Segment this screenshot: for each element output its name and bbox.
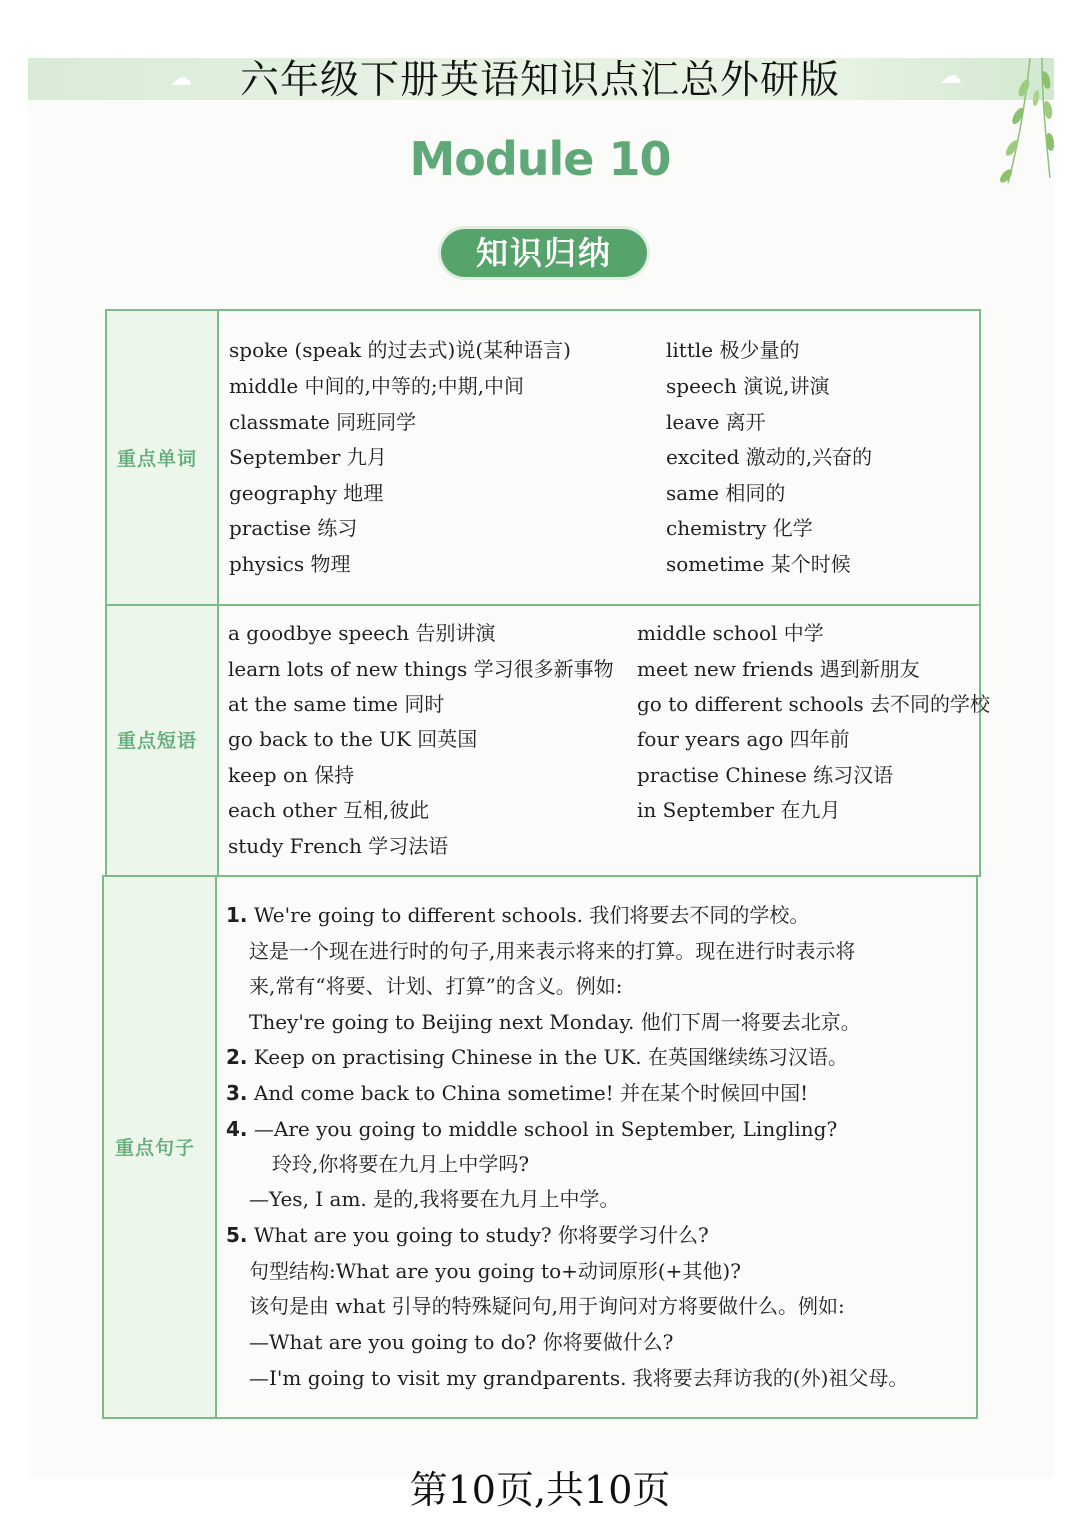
words-section-label: 重点单词: [117, 448, 198, 470]
sentence-text: —Are you going to middle school in September, Lingling?: [253, 1117, 838, 1141]
sentence-number: 1.: [226, 903, 248, 927]
phrase-item: four years ago 四年前: [637, 727, 850, 751]
word-item: speech 演说,讲演: [666, 374, 830, 398]
word-item: geography 地理: [229, 481, 384, 505]
sentence-line: 来,常有“将要、计划、打算”的含义。例如:: [249, 974, 623, 998]
sentence-number: 4.: [226, 1117, 248, 1141]
cloud-icon: ☁: [940, 64, 962, 89]
word-item: excited 激动的,兴奋的: [666, 445, 873, 469]
sentences-section-label: 重点句子: [115, 1137, 196, 1159]
phrase-item: at the same time 同时: [228, 692, 445, 716]
sentence-number: 2.: [226, 1045, 248, 1069]
page-number: 第10页,共10页: [409, 1468, 671, 1512]
sentence-number: 3.: [226, 1081, 248, 1105]
cloud-icon: ☁: [170, 66, 192, 91]
sentence-text: What are you going to study? 你将要学习什么?: [253, 1223, 709, 1247]
phrase-item: learn lots of new things 学习很多新事物: [228, 657, 614, 681]
word-item: spoke (speak 的过去式)说(某种语言): [229, 338, 571, 362]
sentence-line: —Yes, I am. 是的,我将要在九月上中学。: [249, 1187, 620, 1211]
word-item: practise 练习: [229, 516, 358, 540]
sentence-line: 该句是由 what 引导的特殊疑问句,用于询问对方将要做什么。例如:: [249, 1294, 845, 1318]
page-title: 六年级下册英语知识点汇总外研版: [239, 58, 840, 103]
word-item: physics 物理: [229, 552, 351, 576]
phrase-item: study French 学习法语: [228, 834, 449, 858]
sentence-line: —I'm going to visit my grandparents. 我将要去拜访我的(外)祖父母。: [249, 1366, 909, 1390]
phrase-item: go back to the UK 回英国: [228, 727, 478, 751]
sentence-number: 5.: [226, 1223, 248, 1247]
word-item: classmate 同班同学: [229, 410, 417, 434]
sentence-line: [226, 1081, 808, 1105]
sentence-line: They're going to Beijing next Monday. 他们下周一将要去北京。: [249, 1010, 861, 1034]
sentence-text: Keep on practising Chinese in the UK. 在英国继续练习汉语。: [253, 1045, 849, 1069]
phrases-section-label: 重点短语: [117, 730, 198, 752]
sentence-line: [226, 903, 809, 927]
phrase-item: in September 在九月: [637, 798, 841, 822]
phrase-item: a goodbye speech 告别讲演: [228, 621, 496, 645]
phrase-item: each other 互相,彼此: [228, 798, 430, 822]
sentence-text: And come back to China sometime! 并在某个时候回中国!: [253, 1081, 809, 1105]
sentence-line: [226, 1117, 837, 1141]
phrase-item: keep on 保持: [228, 763, 355, 787]
sentence-line: 这是一个现在进行时的句子,用来表示将来的打算。现在进行时表示将: [249, 939, 856, 963]
word-item: sometime 某个时候: [666, 552, 851, 576]
word-item: middle 中间的,中等的;中期,中间: [229, 374, 525, 398]
phrase-item: meet new friends 遇到新朋友: [637, 657, 920, 681]
module-title: Module 10: [409, 132, 671, 186]
phrase-item: practise Chinese 练习汉语: [637, 763, 894, 787]
word-item: leave 离开: [666, 410, 766, 434]
sentence-line: [226, 1045, 848, 1069]
word-item: September 九月: [229, 445, 387, 469]
word-item: little 极少量的: [666, 338, 800, 362]
sentence-line: 句型结构:What are you going to+动词原形(+其他)?: [249, 1259, 741, 1283]
sentence-line: [226, 1223, 709, 1247]
word-item: same 相同的: [666, 481, 786, 505]
sentence-text: We're going to different schools. 我们将要去不同的学校。: [253, 903, 810, 927]
section-pill-label: 知识归纳: [475, 234, 612, 272]
sentence-line: 玲玲,你将要在九月上中学吗?: [272, 1152, 530, 1176]
word-item: chemistry 化学: [666, 516, 813, 540]
sentence-line: —What are you going to do? 你将要做什么?: [249, 1330, 674, 1354]
phrase-item: go to different schools 去不同的学校: [637, 692, 990, 716]
phrase-item: middle school 中学: [637, 621, 824, 645]
